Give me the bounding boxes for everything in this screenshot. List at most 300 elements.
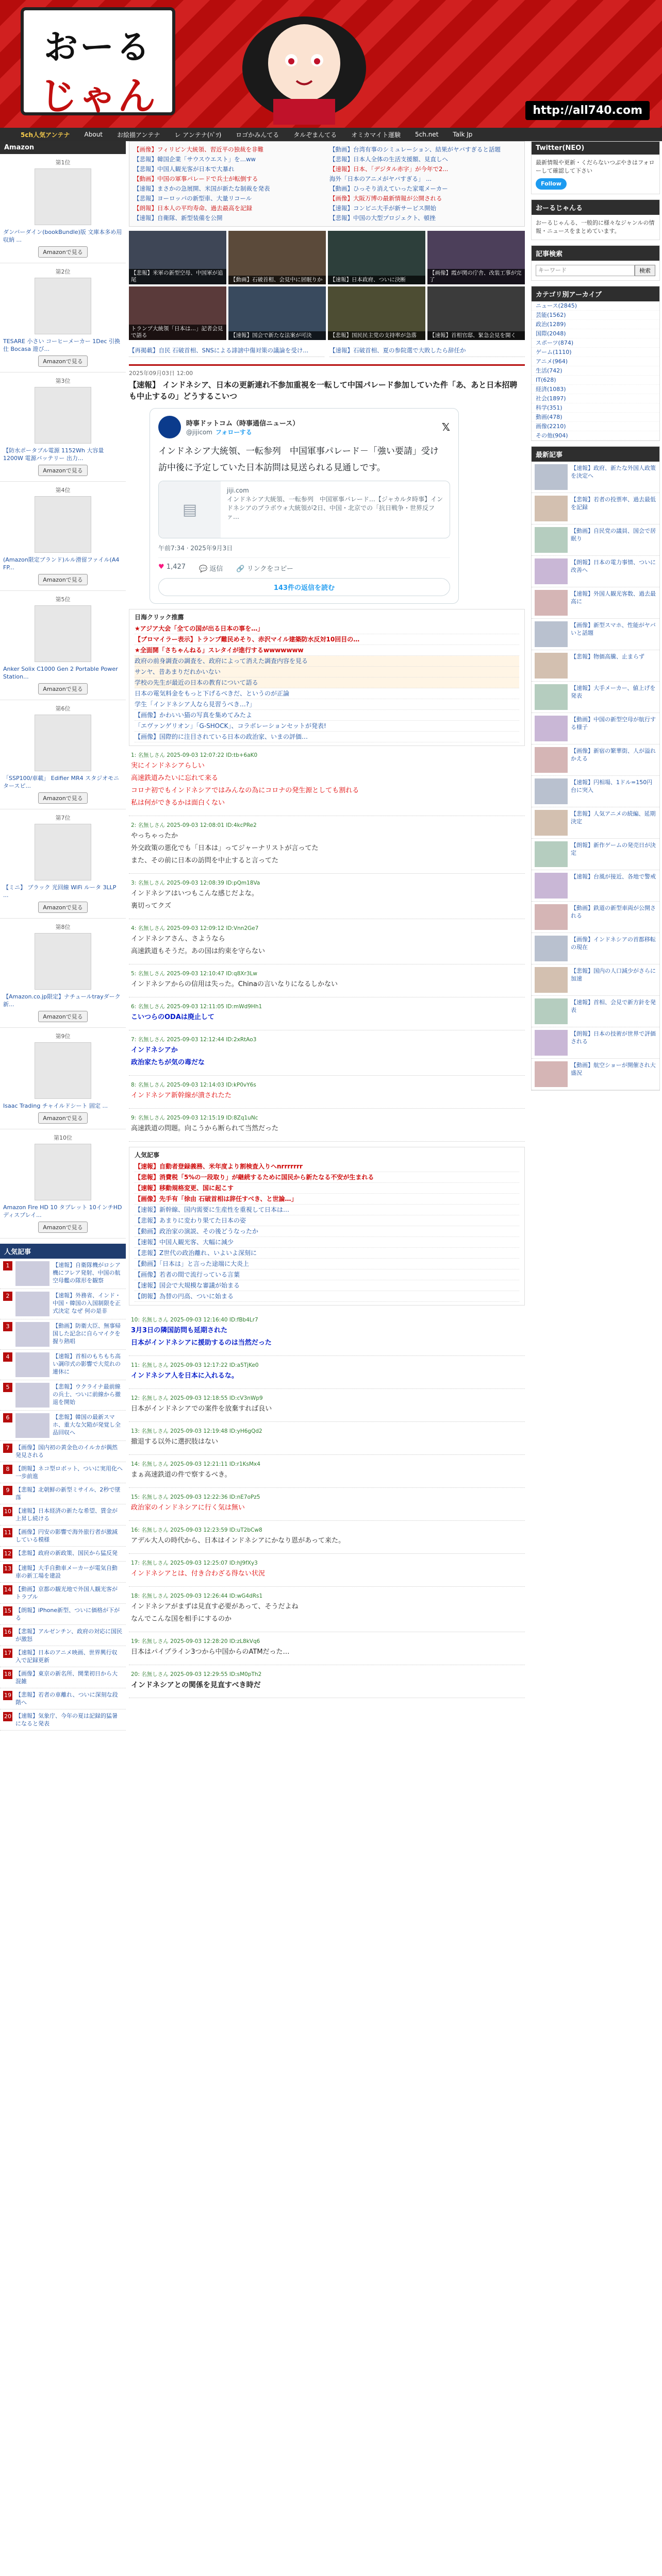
ticker-link[interactable]: 【朗報】日本人の平均寿命、過去最高を記録 <box>134 205 252 212</box>
product-image[interactable] <box>35 715 91 771</box>
feed-title[interactable]: 【速報】台風が接近、各地で警戒 <box>571 873 656 880</box>
tweet-header <box>158 416 450 438</box>
archive-item[interactable]: その他(904) <box>532 431 659 440</box>
amazon-rank: 第8位 <box>55 924 71 930</box>
feed-title[interactable]: 【速報】首相、会見で新方針を発表 <box>571 999 656 1013</box>
product-image[interactable] <box>35 605 91 662</box>
related-link[interactable]: 【速報】石破首相、夏の参院選で大敗したら辞任か <box>329 346 525 357</box>
comment-text: インドネシアからの信用は失った。Chinaの言いなりになるしかない <box>131 980 338 988</box>
thumbnail-caption: 【速報】日本政府、ついに決断 <box>328 276 425 284</box>
feed-title[interactable]: 【朗報】日本の技術が世界で評価される <box>571 1030 656 1045</box>
search-input[interactable] <box>536 265 635 276</box>
feed-item[interactable] <box>532 902 659 933</box>
amazon-view-button[interactable]: Amazonで見る <box>38 1011 87 1022</box>
mid-link[interactable]: 【速報】移動規格変更、国に起こす <box>135 1183 519 1194</box>
quick-link[interactable]: ★全面開「さちゃんねる」スレタイが進行するwwwwwww <box>135 645 519 656</box>
feed-item[interactable] <box>532 619 659 650</box>
feed-title[interactable]: 【速報】大手メーカー、値上げを発表 <box>571 685 656 699</box>
popular-item[interactable] <box>0 1350 126 1380</box>
comment-item <box>129 1632 525 1665</box>
feed-item[interactable] <box>532 587 659 619</box>
archive-item[interactable]: スポーツ(874) <box>532 338 659 348</box>
tweet-link-card[interactable] <box>158 481 450 538</box>
quick-link[interactable]: 【ブロマイラー表示】トランプ難民めそり、赤沢マイル建築防水反対10回目の… <box>135 634 519 645</box>
popular-title[interactable]: 【画像】国内初の黄金色のイルカが偶然発見される <box>15 1444 118 1459</box>
ticker-link[interactable]: 【悲報】中国人観光客が日本で大暴れ <box>134 165 235 173</box>
feed-thumbnail[interactable] <box>535 810 568 836</box>
amazon-item <box>0 154 126 263</box>
comment-meta: 3: 名無しさん 2025-09-03 12:08:39 ID:pQm18Va <box>131 880 260 886</box>
feed-thumbnail[interactable] <box>535 496 568 521</box>
popular-title[interactable]: 【朗報】ネコ型ロボット、ついに実用化へ一歩前進 <box>15 1465 123 1480</box>
ticker-link[interactable]: 【速報】日本、「デジタル赤字」が今年で2... <box>329 165 449 173</box>
site-url-badge[interactable]: http://all740.com <box>525 101 650 120</box>
popular-rank-badge: 10 <box>3 1507 12 1516</box>
mid-link[interactable]: 【悲報】消費税「5%の一段取り」が継続するために国民から新たなる不安が生まれる <box>135 1172 519 1183</box>
archive-box <box>531 286 660 441</box>
thumbnail-caption: 【速報】国会で新たな法案が可決 <box>228 331 326 340</box>
mid-link[interactable]: 【速報】新幹線、国内需要に生産性を重視して日本は… <box>135 1205 519 1215</box>
feed-thumbnail[interactable] <box>535 841 568 867</box>
ticker-link[interactable]: 【速報】自衛隊、新型装備を公開 <box>134 214 223 222</box>
product-title[interactable]: Isaac Trading チャイルドシート 固定 ... <box>3 1103 108 1109</box>
comment-text: 撤退する以外に選択肢はない <box>131 1438 219 1446</box>
popular-title[interactable]: 【速報】日本のアニメ映画、世界興行収入で記録更新 <box>15 1649 118 1664</box>
quick-link[interactable]: 日本の電気料金をもっと下げるべきだ、というのが正論 <box>135 688 519 699</box>
featured-thumbnail[interactable] <box>427 231 525 284</box>
feed-thumbnail[interactable] <box>535 464 568 490</box>
ticker-link[interactable]: 【速報】まさかの急展開、米国が新たな制裁を発表 <box>134 185 270 192</box>
popular-item[interactable] <box>0 1646 126 1667</box>
popular-title[interactable]: 【悲報】若者の車離れ、ついに深刻な段階へ <box>15 1691 118 1706</box>
popular-item[interactable] <box>0 1625 126 1646</box>
amazon-rank: 第5位 <box>55 596 71 603</box>
mid-link[interactable]: 【動画】「日本は」と言った途端に大炎上 <box>135 1259 519 1269</box>
popular-item[interactable] <box>0 1380 126 1411</box>
feed-item[interactable] <box>532 493 659 524</box>
product-title[interactable]: 【ミニ】 ブラック 光回線 WiFi ルータ 3LLP ... <box>3 884 117 899</box>
feed-thumbnail[interactable] <box>535 904 568 930</box>
related-links <box>129 346 525 357</box>
nav-item-taru[interactable]: タルぞまんてる <box>293 131 337 139</box>
quick-link[interactable]: 【画像】国際的に注目されている日本の政治家、いまの評価… <box>135 732 519 742</box>
archive-item[interactable]: 画像(2210) <box>532 422 659 431</box>
feed-title[interactable]: 【朗報】日本の電力事情、ついに改善へ <box>571 559 656 573</box>
product-image[interactable] <box>35 933 91 990</box>
amazon-view-button[interactable]: Amazonで見る <box>38 683 87 694</box>
feed-item[interactable] <box>532 870 659 902</box>
feed-item[interactable] <box>532 996 659 1027</box>
thumbnail-caption: 【動画】石破首相、会見中に居眠りか <box>228 276 326 284</box>
feed-title[interactable]: 【悲報】国内の人口減少がさらに加速 <box>571 968 656 982</box>
popular-thumbnail[interactable] <box>15 1352 49 1377</box>
popular-thumbnail[interactable] <box>15 1383 49 1408</box>
featured-thumbnail[interactable] <box>328 286 425 340</box>
popular-title[interactable]: 【動画】防衛大臣、無事帰国した記念に自らマイクを握り熱唱 <box>53 1323 121 1345</box>
product-image[interactable] <box>35 168 91 225</box>
feed-title[interactable]: 【画像】新型スマホ、性能がヤバいと話題 <box>571 622 656 636</box>
popular-item[interactable] <box>0 1462 126 1483</box>
feed-item[interactable] <box>532 713 659 744</box>
popular-title[interactable]: 【悲報】アルゼンチン、政府の対応に国民が激怒 <box>15 1628 123 1642</box>
comment-list <box>129 746 525 1142</box>
quick-link[interactable]: 学生「インドネシア人なら見習うべき…?」 <box>135 699 519 710</box>
featured-thumbnail[interactable] <box>228 286 326 340</box>
feed-title[interactable]: 【画像】インドネシアの首都移転の現在 <box>571 936 656 951</box>
archive-item[interactable]: 芸能(1562) <box>532 311 659 320</box>
ticker-link[interactable]: 【動画】台湾有事のシミュレーション、結果がヤバすぎると話題 <box>329 146 501 153</box>
ticker-link[interactable]: 【速報】コンビニ大手が新サービス開始 <box>329 205 436 212</box>
amazon-view-button[interactable]: Amazonで見る <box>38 246 87 258</box>
tweet-follow-button[interactable]: フォローする <box>215 429 252 436</box>
reply-icon: 💬 <box>199 565 208 573</box>
feed-title[interactable]: 【速報】政府、新たな外国人政策を決定へ <box>571 465 656 479</box>
amazon-rank: 第9位 <box>55 1033 71 1040</box>
twitter-section-title: Twitter(NEO) <box>532 142 659 155</box>
feed-box <box>531 446 660 1091</box>
popular-item[interactable] <box>0 1709 126 1731</box>
feed-thumbnail[interactable] <box>535 684 568 710</box>
feed-thumbnail[interactable] <box>535 716 568 741</box>
tweet-timestamp[interactable]: 午前7:34 · 2025年9月3日 <box>158 545 233 552</box>
product-image[interactable] <box>35 1144 91 1200</box>
feed-item[interactable] <box>532 650 659 682</box>
link-icon: 🔗 <box>236 565 245 573</box>
archive-item[interactable]: 国際(2048) <box>532 329 659 338</box>
nav-item-talkjp[interactable]: Talk Jp <box>453 131 473 138</box>
tweet-copy-link-button[interactable] <box>236 563 293 573</box>
nav-item-logo[interactable]: ロゴかみんてる <box>236 131 279 139</box>
twitter-follow-button[interactable]: Follow <box>536 178 567 190</box>
popular-item[interactable] <box>0 1411 126 1441</box>
comment-item <box>129 1311 525 1356</box>
popular-title[interactable]: 【悲報】政府の新政策、国民から猛反発 <box>15 1550 118 1556</box>
site-logo[interactable] <box>21 7 175 118</box>
popular-item[interactable] <box>0 1688 126 1709</box>
amazon-view-button[interactable]: Amazonで見る <box>38 1222 87 1233</box>
comment-meta: 7: 名無しさん 2025-09-03 12:12:44 ID:2xRtAo3 <box>131 1037 257 1043</box>
tweet-copy-link-label: リンクをコピー <box>246 565 293 573</box>
tweet-avatar[interactable] <box>158 416 181 438</box>
mid-link[interactable]: 【速報】中国人観光客、大幅に減少 <box>135 1237 519 1248</box>
product-title[interactable]: 【防水ポータブル電源 1152Wh 大容量 1200W 電源バッテリー 出力... <box>3 447 104 462</box>
about-text: おーるじゃんる、一般的に様々なジャンルの情報・ニュースをまとめています。 <box>536 219 655 234</box>
feed-title[interactable]: 【動画】中国の新型空母が航行する様子 <box>571 716 656 731</box>
product-title[interactable]: 「SSP100/車載」 Edifier MR4 スタジオモニタースピ... <box>3 775 120 789</box>
popular-item[interactable] <box>0 1667 126 1688</box>
popular-rank-badge: 4 <box>3 1352 12 1362</box>
nav-item-le-antenna[interactable]: レ アンテナ(ﾊﾟﾂ) <box>174 131 222 139</box>
product-image[interactable] <box>35 1042 91 1099</box>
comment-text: 高速鉄道の問題。向こうから断られて当然だった <box>131 1125 279 1132</box>
comment-text: 実にインドネシアらしい <box>131 762 205 770</box>
comment-meta: 17: 名無しさん 2025-09-03 12:25:07 ID:hJ9fXy3 <box>131 1560 258 1566</box>
mid-link[interactable]: 【速報】自動者登録義務、米年度より割検査入りへnrrrrrrr <box>135 1161 519 1172</box>
archive-item[interactable]: 動画(478) <box>532 413 659 422</box>
feed-item[interactable] <box>532 964 659 996</box>
feed-title[interactable]: 【悲報】人気アニメの続編、延期決定 <box>571 810 656 825</box>
feed-title[interactable]: 【悲報】物価高騰、止まらず <box>571 653 644 660</box>
mid-link[interactable]: 【悲報】あまりに変わり果てた日本の姿 <box>135 1215 519 1226</box>
archive-item[interactable]: アニメ(964) <box>532 357 659 366</box>
comment-meta: 2: 名無しさん 2025-09-03 12:08:01 ID:4kcPRe2 <box>131 822 257 828</box>
comment-item <box>129 816 525 874</box>
mid-link[interactable]: 【悲報】Z世代の政治離れ、いよいよ深刻に <box>135 1248 519 1259</box>
amazon-item <box>0 482 126 591</box>
related-link[interactable]: 【再掲載】自民 石破首相、SNSによる誹謗中傷対策の議論を受け... <box>129 346 324 357</box>
comment-item <box>129 1455 525 1488</box>
ticker-link[interactable]: 海外「日本のアニメがヤバすぎる」 ... <box>329 175 432 182</box>
featured-thumbnail[interactable] <box>228 231 326 284</box>
feed-item[interactable] <box>532 556 659 587</box>
embedded-tweet[interactable] <box>150 408 459 604</box>
ticker-row <box>134 194 520 204</box>
popular-title[interactable]: 【画像】東京の新名所、開業初日から大混雑 <box>15 1670 118 1685</box>
feed-thumbnail[interactable] <box>535 747 568 773</box>
thumbnail-caption: トランプ大統領「日本は…」記者会見で語る <box>129 325 226 340</box>
ticker-link[interactable]: 【悲報】韓国企業「サウスウエスト」を…ww <box>134 156 256 163</box>
popular-rank-badge: 8 <box>3 1465 12 1474</box>
popular-title[interactable]: 【悲報】ウクライナ最前線の兵士、ついに前線から撤退を開始 <box>53 1383 121 1405</box>
archive-item[interactable]: ゲーム(1110) <box>532 348 659 357</box>
featured-thumbnail[interactable] <box>129 231 226 284</box>
feed-thumbnail[interactable] <box>535 590 568 616</box>
product-title[interactable]: Anker Solix C1000 Gen 2 Portable Power Station... <box>3 666 118 680</box>
popular-item[interactable] <box>0 1604 126 1625</box>
feed-title[interactable]: 【動画】鉄道の新型車両が公開される <box>571 905 656 919</box>
feed-thumbnail[interactable] <box>535 653 568 679</box>
nav-item-omikamite[interactable]: オミカマイト運験 <box>351 131 401 139</box>
popular-item[interactable] <box>0 1319 126 1350</box>
comment-item <box>129 964 525 997</box>
featured-thumbnail[interactable] <box>129 286 226 340</box>
ticker-link[interactable]: 【悲報】日本人全体の生活支援額、見直しへ <box>329 156 448 163</box>
twitter-profile-text: 最新情報や更新・くだらないつぶやきはフォローして確認して下さい <box>536 159 655 174</box>
feed-thumbnail[interactable] <box>535 527 568 553</box>
feed-thumbnail[interactable] <box>535 778 568 804</box>
popular-thumbnail[interactable] <box>15 1322 49 1347</box>
archive-item[interactable]: 政治(1289) <box>532 320 659 329</box>
comment-item <box>129 1030 525 1076</box>
quick-link[interactable]: 「エヴァンゲリオン」「G-SHOCK」、コラボレーションセットが発表! <box>135 721 519 732</box>
feed-item[interactable] <box>532 839 659 870</box>
popular-rank-badge: 7 <box>3 1444 12 1453</box>
feed-thumbnail[interactable] <box>535 621 568 647</box>
feed-item[interactable] <box>532 682 659 713</box>
feed-title[interactable]: 【動画】航空ショーが開催され大盛況 <box>571 1062 656 1076</box>
featured-thumbnail[interactable] <box>427 286 525 340</box>
feed-title[interactable]: 【速報】円相場、1ドル=150円台に突入 <box>571 779 653 793</box>
comment-meta: 11: 名無しさん 2025-09-03 12:17:22 ID:a5TjKe0 <box>131 1362 259 1368</box>
amazon-view-button[interactable]: Amazonで見る <box>38 902 87 913</box>
amazon-item <box>0 809 126 919</box>
archive-item[interactable]: 社会(1897) <box>532 394 659 403</box>
mid-link[interactable]: 【朗報】為替の円高、ついに始まる <box>135 1291 519 1302</box>
popular-rank-badge: 3 <box>3 1322 12 1331</box>
quick-link[interactable]: 【画像】かわいい猫の写真を集めてみたよ <box>135 710 519 721</box>
amazon-view-button[interactable]: Amazonで見る <box>38 355 87 367</box>
popular-title[interactable]: 【悲報】韓国の最新スマホ、重大な欠陥が発覚し全品回収へ <box>53 1414 121 1436</box>
comment-item <box>129 1488 525 1521</box>
feed-thumbnail[interactable] <box>535 967 568 993</box>
x-logo-icon[interactable]: 𝕏 <box>441 421 450 433</box>
product-image[interactable] <box>35 496 91 553</box>
product-image[interactable] <box>35 824 91 880</box>
comment-text: こいつらのODAは廃止して <box>131 1013 214 1021</box>
tweet-reply-button[interactable] <box>199 563 223 573</box>
mascot-illustration <box>211 6 397 125</box>
popular-title[interactable]: 【速報】自衛隊機がロシア機にフレア発射、中国の航空母艦の隊形を観察 <box>53 1262 121 1284</box>
popular-rank-badge: 11 <box>3 1528 12 1537</box>
nav-item-5ch[interactable]: 5ch.net <box>415 131 439 138</box>
tweet-author-name[interactable]: 時事ドットコム（時事通信ニュース） <box>186 420 300 428</box>
comment-text: 政治家たちが気の毒だな <box>131 1059 205 1066</box>
popular-rank-badge: 12 <box>3 1549 12 1558</box>
product-title[interactable]: TESARE 小さい コーヒーメーカー 1Dec 引換仕 Bocasa 遊び... <box>3 338 121 352</box>
comment-item <box>129 746 525 816</box>
comment-text: インドネシアがまずは見直す必要があって、そうだよね <box>131 1603 299 1611</box>
comment-text: インドネシアとの関係を見直すべき時だ <box>131 1681 261 1689</box>
feed-title[interactable]: 【悲報】若者の投票率、過去最低を記録 <box>571 496 656 511</box>
left-sidebar <box>0 141 126 1731</box>
comment-text: 裏切ってクズ <box>131 902 171 910</box>
popular-item[interactable] <box>0 1441 126 1462</box>
archive-section-title: カテゴリ別アーカイブ <box>532 286 659 301</box>
feed-thumbnail[interactable] <box>535 936 568 961</box>
popular-title[interactable]: 【速報】日本経済の新たな希望、賃金が上昇し続ける <box>15 1507 118 1522</box>
amazon-view-button[interactable]: Amazonで見る <box>38 574 87 585</box>
feed-item[interactable] <box>532 933 659 964</box>
feed-item[interactable] <box>532 776 659 807</box>
popular-item[interactable] <box>0 1483 126 1504</box>
popular-item[interactable] <box>0 1583 126 1604</box>
feed-thumbnail[interactable] <box>535 998 568 1024</box>
popular-thumbnail[interactable] <box>15 1413 49 1438</box>
popular-title[interactable]: 【朗報】iPhone新型、ついに価格が下がる <box>15 1607 120 1621</box>
popular-item[interactable] <box>0 1526 126 1547</box>
comment-item <box>129 1521 525 1554</box>
comment-text: まぁ高速鉄道の件で察するべき。 <box>131 1471 231 1479</box>
search-button[interactable]: 検索 <box>635 265 655 276</box>
feed-title[interactable]: 【動画】自民党の議員、国会で居眠り <box>571 528 656 542</box>
product-title[interactable]: 【Amazon.co.jp限定】ナチュールtrayダーク 新... <box>3 993 121 1008</box>
archive-item[interactable]: 生活(742) <box>532 366 659 376</box>
quick-links-title: 日海クリック推薦 <box>135 614 184 621</box>
popular-item[interactable] <box>0 1562 126 1583</box>
product-title[interactable]: Amazon Fire HD 10 タブレット 10インチHD ディスプレイ... <box>3 1204 122 1218</box>
product-image[interactable] <box>35 278 91 334</box>
ticker-link[interactable]: 【悲報】ヨーロッパの新型車、大量リコール <box>134 195 252 202</box>
feed-thumbnail[interactable] <box>535 1030 568 1056</box>
comment-text: 日本はパイプライン3つから中国からのATMだった… <box>131 1648 290 1656</box>
popular-title[interactable]: 【速報】外務省、インド・中国・韓国の入国制限を正式決定 なぜ 何の是非 <box>53 1292 121 1314</box>
popular-title[interactable]: 【画像】円安の影響で海外旅行者が激減している模様 <box>15 1529 118 1543</box>
featured-thumbnails <box>129 231 525 340</box>
amazon-view-button[interactable]: Amazonで見る <box>38 465 87 476</box>
comment-text: インドネシアとは、付き合わざる得ない状況 <box>131 1570 265 1578</box>
popular-item[interactable] <box>0 1547 126 1562</box>
feed-thumbnail[interactable] <box>535 558 568 584</box>
archive-item[interactable]: IT(628) <box>532 376 659 385</box>
ticker-link[interactable]: 【悲報】中国の大型プロジェクト、頓挫 <box>329 214 436 222</box>
popular-rank-badge: 18 <box>3 1670 12 1679</box>
feed-item[interactable] <box>532 1059 659 1090</box>
feed-title[interactable]: 【画像】新宿の繁華街、人が溢れかえる <box>571 748 656 762</box>
nav-item-antenna[interactable]: 5ch人気アンテナ <box>21 131 70 139</box>
ticker-link[interactable]: 【画像】フィリピン大統領、習近平の独裁を非難 <box>134 146 264 153</box>
feed-item[interactable] <box>532 807 659 839</box>
popular-item[interactable] <box>0 1289 126 1319</box>
article-title[interactable]: 【速報】 インドネシア、日本の更新連れ不参加重視を一転して中国パレード参加していた件「あ、あと日本招聘も中止するの」どうするこいつ <box>129 380 518 401</box>
comment-item <box>129 1109 525 1142</box>
feed-item[interactable] <box>532 524 659 556</box>
mid-link[interactable]: 【画像】若者の間で流行っている言葉 <box>135 1269 519 1280</box>
ticker-row <box>134 155 520 164</box>
popular-title[interactable]: 【速報】大手自動車メーカーが電気自動車の新工場を建設 <box>15 1565 118 1579</box>
ticker-row <box>134 184 520 194</box>
nav-item-about[interactable]: About <box>84 131 103 138</box>
quick-link[interactable]: サンヤ、昔あまりだれかいない <box>135 667 519 677</box>
featured-thumbnail[interactable] <box>328 231 425 284</box>
comment-item <box>129 1076 525 1109</box>
popular-title[interactable]: 【動画】京都の観光地で外国人観光客がトラブル <box>15 1586 118 1600</box>
popular-section-title: 人気記事 <box>0 1244 126 1259</box>
popular-title[interactable]: 【悲報】北朝鮮の新型ミサイル、2秒で墜落 <box>15 1486 121 1501</box>
feed-item[interactable] <box>532 744 659 776</box>
feed-thumbnail[interactable] <box>535 1061 568 1087</box>
comment-meta: 20: 名無しさん 2025-09-03 12:29:55 ID:sM0pTh2 <box>131 1671 262 1677</box>
ticker-link[interactable]: 【動画】中国の軍事パレードで兵士が転倒する <box>134 175 258 182</box>
popular-thumbnail[interactable] <box>15 1261 49 1286</box>
ticker-link[interactable]: 【動画】ひっそり消えていった家電メーカー <box>329 185 448 192</box>
tweet-like-button[interactable] <box>158 563 186 573</box>
feed-item[interactable] <box>532 462 659 493</box>
feed-title[interactable]: 【朗報】新作ゲームの発売日が決定 <box>571 842 656 856</box>
tweet-read-replies-button[interactable]: 143件の返信を読む <box>158 578 450 596</box>
product-title[interactable]: (Amazon限定ブランド)ルル滑留ファイル(A4 FP... <box>3 556 120 571</box>
amazon-view-button[interactable]: Amazonで見る <box>38 792 87 804</box>
tweet-text-line: インドネシア大統領、一転参列 中国軍事パレード－「強い要請」受け <box>158 446 439 456</box>
comment-item <box>129 1389 525 1422</box>
popular-item[interactable] <box>0 1259 126 1289</box>
archive-item[interactable]: 経済(1083) <box>532 385 659 394</box>
mid-link[interactable]: 【画像】先手有「徐由 石破首相は辞任すべき、と世論…」 <box>135 1194 519 1205</box>
feed-item[interactable] <box>532 1027 659 1059</box>
popular-item[interactable] <box>0 1504 126 1526</box>
archive-item[interactable]: ニュース(2845) <box>532 301 659 311</box>
quick-link[interactable]: ★アジア大会「全ての国が出る日本の事を…」 <box>135 623 519 634</box>
product-title[interactable]: ダンバーダイン(bookBundle)版 文庫本多め用収納 ... <box>3 229 122 243</box>
quick-link[interactable]: 学校の先生が最近の日本の教育について語る <box>135 677 519 688</box>
comment-item <box>129 1422 525 1455</box>
amazon-rank: 第6位 <box>55 705 71 712</box>
nav-item-oekaki[interactable]: お絵描アンテナ <box>117 131 160 139</box>
amazon-rank: 第7位 <box>55 815 71 821</box>
popular-thumbnail[interactable] <box>15 1292 49 1316</box>
product-image[interactable] <box>35 387 91 444</box>
mid-link[interactable]: 【動画】政治家の演説、その後どうなったか <box>135 1226 519 1237</box>
popular-title[interactable]: 【速報】首相のもちもち高い調印式の影響で大荒れの連休に <box>53 1353 121 1375</box>
popular-title[interactable]: 【速報】気象庁、今年の夏は記録的猛暑になると発表 <box>15 1713 118 1727</box>
quick-link[interactable]: 政府の前身調査の調査を、政府によって消えた調査内容を見る <box>135 656 519 667</box>
feed-title[interactable]: 【速報】外国人観光客数、過去最高に <box>571 590 656 605</box>
amazon-view-button[interactable]: Amazonで見る <box>38 1112 87 1124</box>
mid-link[interactable]: 【速報】国会で大規模な審議が始まる <box>135 1280 519 1291</box>
feed-thumbnail[interactable] <box>535 873 568 899</box>
ticker-link[interactable]: 【画像】大阪万博の最新情報が公開される <box>329 195 442 202</box>
archive-item[interactable]: 科学(351) <box>532 403 659 413</box>
headline-ticker <box>129 141 525 227</box>
